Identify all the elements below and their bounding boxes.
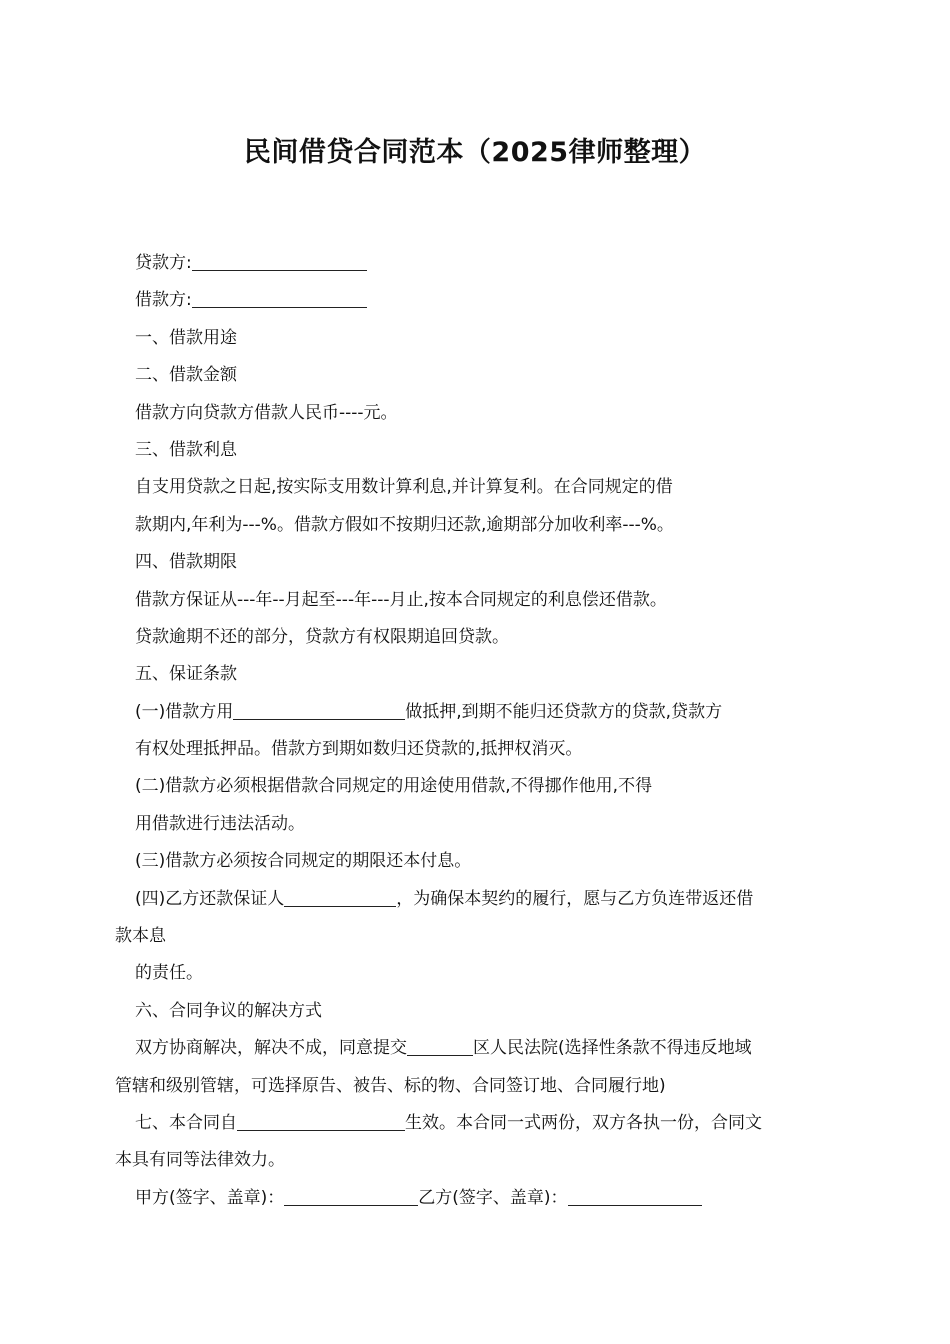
party-b-signature-label: 乙方(签字、盖章)： — [418, 1187, 568, 1208]
paragraph-line: 有权处理抵押品。借款方到期如数归还贷款的,抵押权消灭。 — [135, 739, 583, 760]
guarantor-blank — [284, 889, 396, 907]
paragraph-line: 的责任。 — [135, 963, 203, 984]
paragraph-line: 借款方向贷款方借款人民币----元。 — [135, 402, 398, 423]
lender-blank — [192, 253, 367, 271]
text-fragment: 区人民法院(选择性条款不得违反地域 — [473, 1038, 752, 1059]
paragraph-line: 款期内,年利为---%。借款方假如不按期归还款,逾期部分加收利率---%。 — [135, 514, 674, 535]
paragraph-line: 借款方保证从---年--月起至---年---月止,按本合同规定的利息偿还借款。 — [135, 589, 667, 610]
lender-label: 贷款方: — [135, 253, 192, 273]
court-blank — [407, 1038, 473, 1056]
effective-date-blank — [237, 1113, 405, 1131]
paragraph-line: (二)借款方必须根据借款合同规定的用途使用借款,不得挪作他用,不得 — [135, 776, 653, 797]
paragraph-line: 用借款进行违法活动。 — [135, 813, 305, 834]
paragraph-line: 管辖和级别管辖，可选择原告、被告、标的物、合同签订地、合同履行地) — [115, 1075, 666, 1096]
borrower-line — [115, 282, 840, 319]
section-heading: 二、借款金额 — [135, 365, 237, 386]
section-heading: 六、合同争议的解决方式 — [135, 1000, 322, 1021]
paragraph-line — [115, 694, 840, 731]
collateral-blank — [233, 702, 405, 720]
party-b-signature-blank — [568, 1188, 702, 1206]
text-fragment: 生效。本合同一式两份，双方各执一份，合同文 — [405, 1112, 762, 1133]
paragraph-line: 本具有同等法律效力。 — [115, 1150, 285, 1171]
contract-body — [115, 245, 840, 1217]
paragraph-line: 贷款逾期不还的部分，贷款方有权限期追回贷款。 — [135, 626, 509, 647]
signature-line — [115, 1180, 840, 1217]
text-fragment: 双方协商解决，解决不成，同意提交 — [135, 1038, 407, 1059]
paragraph-line: 自支用贷款之日起,按实际支用数计算利息,并计算复利。在合同规定的借 — [135, 477, 673, 498]
text-fragment: (一)借款方用 — [135, 701, 234, 722]
paragraph-line: (三)借款方必须按合同规定的期限还本付息。 — [135, 851, 472, 872]
paragraph-line — [115, 1105, 840, 1142]
section-heading: 三、借款利息 — [135, 439, 237, 460]
paragraph-line — [115, 881, 840, 918]
text-fragment: (四)乙方还款保证人 — [135, 888, 285, 909]
document-title: 民间借贷合同范本（2025律师整理） — [243, 137, 707, 168]
section-heading: 一、借款用途 — [135, 327, 237, 348]
party-a-signature-label: 甲方(签字、盖章)： — [135, 1187, 285, 1208]
text-fragment: 七、本合同自 — [135, 1112, 237, 1133]
section-heading: 五、保证条款 — [135, 664, 237, 685]
lender-line — [115, 245, 840, 282]
borrower-label: 借款方: — [135, 290, 192, 311]
section-heading: 四、借款期限 — [135, 552, 237, 573]
text-fragment: 做抵押,到期不能归还贷款方的贷款,贷款方 — [405, 701, 723, 722]
text-fragment: ，为确保本契约的履行，愿与乙方负连带返还借 — [396, 888, 754, 909]
paragraph-line: 款本息 — [115, 926, 166, 947]
party-a-signature-blank — [284, 1188, 418, 1206]
paragraph-line — [115, 1030, 840, 1067]
borrower-blank — [192, 290, 367, 308]
